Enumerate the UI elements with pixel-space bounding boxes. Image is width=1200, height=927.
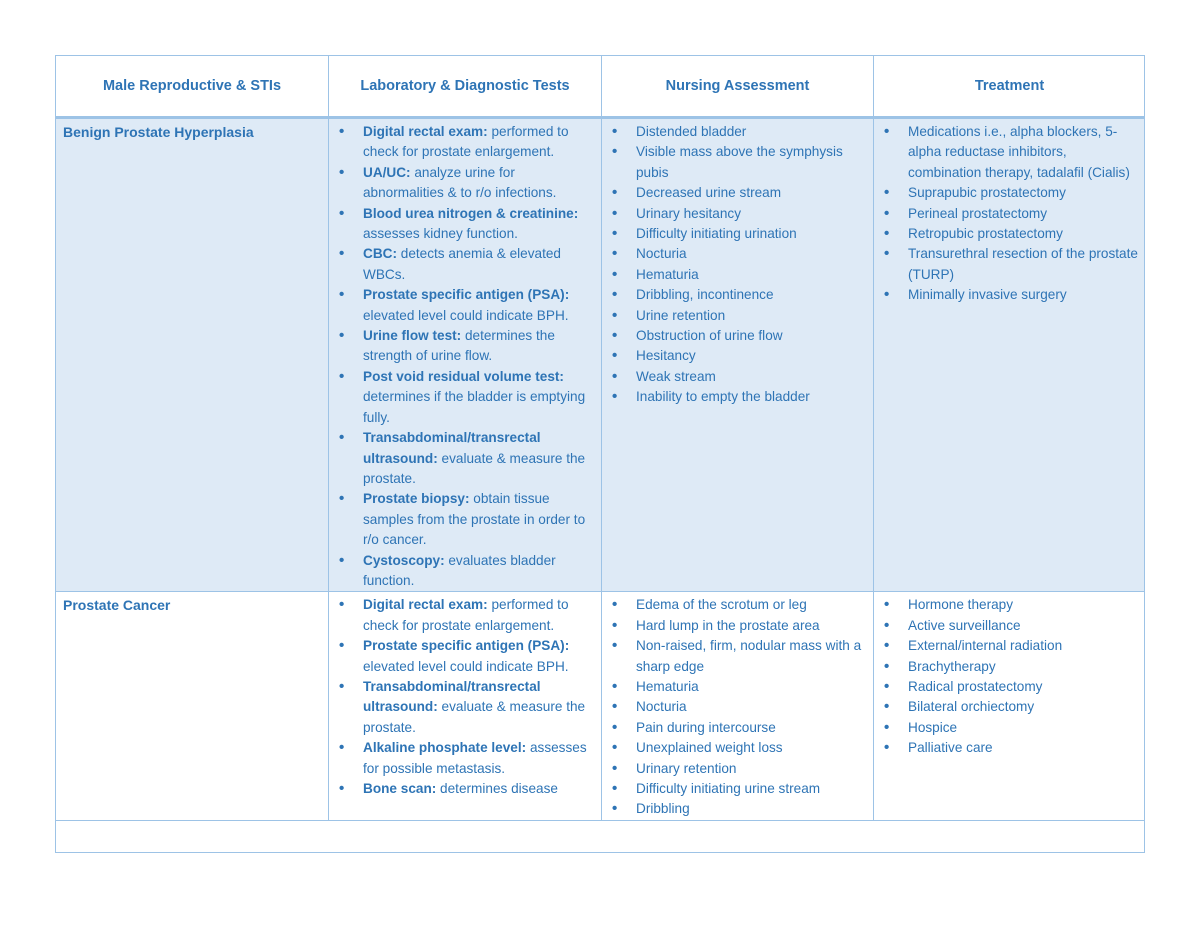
test-name: Prostate specific antigen (PSA) [363,287,565,303]
test-item [329,244,597,285]
test-description: performed to check for prostate enlargement. [363,597,569,633]
assessment-item: • Hard lump in the prostate area [602,616,869,636]
test-description: evaluate & measure the prostate. [363,699,586,735]
table-row [56,592,1146,820]
treatment-list [874,119,1145,306]
test-description: elevated level could indicate BPH. [363,307,569,323]
test-colon: : [564,638,570,654]
treatment-item: • Palliative care [874,738,1141,758]
assessment-item: • Urinary retention [602,759,869,779]
test-colon: : [406,164,411,180]
assessment-list [602,119,873,408]
test-colon: : [392,246,397,262]
treatment-item: • Active surveillance [874,616,1141,636]
test-name: Blood urea nitrogen & creatinine [363,205,574,221]
table-row [56,118,1146,592]
test-colon: : [564,287,570,303]
test-colon: : [483,124,488,139]
test-name: Digital rectal exam [363,597,484,613]
assessment-cell [602,118,874,592]
test-colon: : [559,368,564,384]
test-name: Transabdominal/transrectal ultrasound [363,430,541,466]
test-name: Cystoscopy [363,552,441,568]
test-description: obtain tissue samples from the prostate in order to r/o cancer. [363,491,586,548]
test-colon: : [464,491,470,507]
test-item [329,326,597,367]
test-description: analyze urine for abnormalities & to r/o infections. [363,164,557,201]
assessment-item: • Hesitancy [602,346,869,366]
test-description: elevated level could indicate BPH. [363,658,569,674]
test-description: assesses kidney function. [363,226,518,242]
assessment-item: • Unexplained weight loss [602,738,869,758]
treatment-item: • Bilateral orchiectomy [874,697,1141,717]
test-description: evaluates bladder function. [363,552,556,588]
test-colon: : [456,328,462,344]
test-colon: : [433,450,438,466]
assessment-item: • Visible mass above the symphysis pubis [602,142,869,183]
test-colon: : [431,781,437,796]
document-page [55,55,1145,853]
test-name: Transabdominal/transrectal ultrasound [363,678,541,715]
tests-list [329,119,601,591]
treatment-item: • Suprapubic prostatectomy [874,183,1141,203]
header-condition: Male Reproductive & STIs [56,56,329,118]
treatment-item: • Perineal prostatectomy [874,204,1141,224]
test-name: Digital rectal exam [363,124,484,139]
assessment-item: • Inability to empty the bladder [602,387,869,407]
test-item [329,677,597,738]
test-item [329,779,597,799]
assessment-item: • Dribbling [602,799,869,819]
test-description: assesses for possible metastasis. [363,740,587,776]
test-item [329,367,597,428]
test-colon: : [440,552,445,568]
test-item [329,204,597,245]
treatment-list [874,592,1145,758]
test-item [329,489,597,550]
condition-name: Benign Prostate Hyperplasia [63,124,254,140]
treatment-item: • Hospice [874,718,1141,738]
assessment-item: • Pain during intercourse [602,718,869,738]
treatment-item: • Minimally invasive surgery [874,285,1141,305]
treatment-item: • External/internal radiation [874,636,1141,656]
test-name: Urine flow test [363,328,457,344]
study-table [55,55,1145,821]
assessment-item: • Nocturia [602,697,869,717]
assessment-item: • Hematuria [602,265,869,285]
tests-cell [329,118,602,592]
test-description: determines the strength of urine flow. [363,328,555,364]
assessment-item: • Difficulty initiating urine stream [602,779,869,799]
treatment-item: • Radical prostatectomy [874,677,1141,697]
condition-name: Prostate Cancer [63,597,171,614]
test-name: Bone scan [363,781,432,796]
assessment-item: • Dribbling, incontinence [602,285,869,305]
assessment-item: • Weak stream [602,367,869,387]
test-item [329,428,597,489]
treatment-cell [874,592,1146,820]
header-tests: Laboratory & Diagnostic Tests [329,56,602,118]
test-name: Alkaline phosphate level [363,740,522,756]
assessment-item: • Non-raised, firm, nodular mass with a sharp edge [602,636,869,677]
treatment-item: • Transurethral resection of the prostate (TURP) [874,244,1141,285]
assessment-item: • Edema of the scrotum or leg [602,595,869,615]
header-treatment: Treatment [874,56,1146,118]
test-item [329,551,597,592]
test-item [329,636,597,677]
condition-cell [56,592,329,820]
tests-list [329,592,601,799]
test-description: performed to check for prostate enlargement. [363,124,569,160]
assessment-cell [602,592,874,820]
test-name: UA/UC [363,164,407,180]
assessment-item: • Nocturia [602,244,869,264]
test-colon: : [483,597,488,613]
test-name: Post void residual volume test [363,368,560,384]
treatment-item: • Retropubic prostatectomy [874,224,1141,244]
assessment-list [602,592,873,819]
test-description: detects anemia & elevated WBCs. [363,246,561,282]
treatment-item: • Hormone therapy [874,595,1141,615]
test-description: determines disease [436,781,558,796]
header-row [56,56,1146,118]
test-item [329,163,597,204]
test-item [329,595,597,636]
test-item [329,285,597,326]
test-colon: : [573,205,579,221]
test-item [329,738,597,779]
treatment-item: • Medications i.e., alpha blockers, 5-alpha reductase inhibitors, combination therapy, tadalafil (Cialis) [874,122,1141,183]
test-colon: : [433,699,438,715]
assessment-item: • Distended bladder [602,122,869,142]
assessment-item: • Urinary hesitancy [602,204,869,224]
test-description: determines if the bladder is emptying fully. [363,389,586,425]
assessment-item: • Decreased urine stream [602,183,869,203]
assessment-item: • Difficulty initiating urination [602,224,869,244]
treatment-cell [874,118,1146,592]
test-colon: : [521,740,527,756]
tests-cell [329,592,602,820]
treatment-item: • Brachytherapy [874,657,1141,677]
assessment-item: • Obstruction of urine flow [602,326,869,346]
test-item [329,122,597,163]
header-assessment: Nursing Assessment [602,56,874,118]
test-name: Prostate specific antigen (PSA) [363,638,565,654]
test-description: evaluate & measure the prostate. [363,450,586,486]
test-name: CBC [363,246,393,262]
test-name: Prostate biopsy [363,491,465,507]
assessment-item: • Hematuria [602,677,869,697]
assessment-item: • Urine retention [602,306,869,326]
condition-cell [56,118,329,592]
